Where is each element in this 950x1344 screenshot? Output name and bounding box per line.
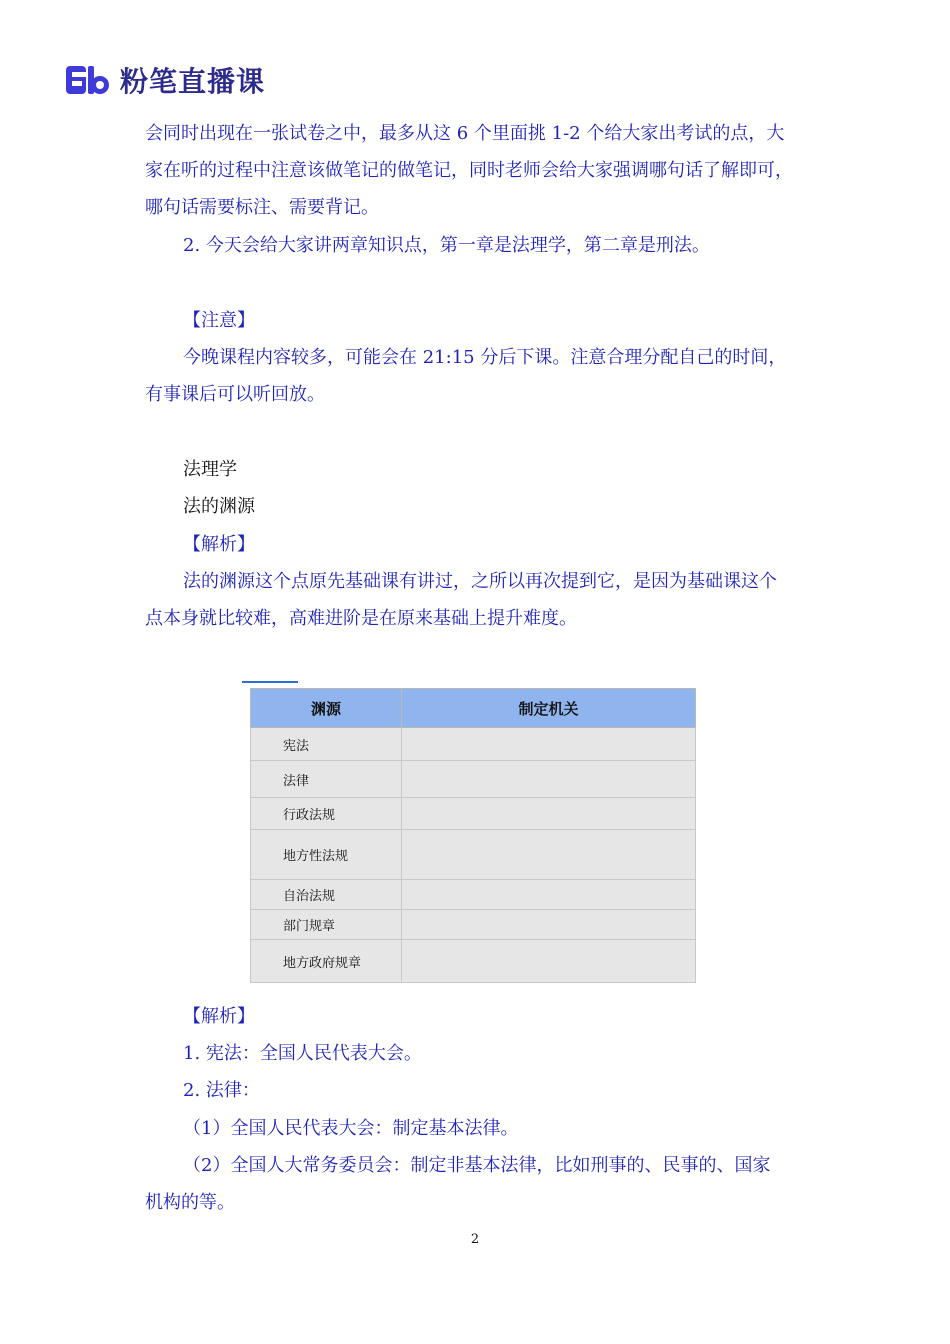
sources-table bbox=[250, 688, 696, 983]
table-row bbox=[251, 761, 696, 798]
header-source: 渊源 bbox=[251, 689, 402, 728]
source-name: 地方性法规 bbox=[251, 830, 402, 880]
paragraph-line: 有事课后可以听回放。 bbox=[145, 384, 325, 405]
page-number: 2 bbox=[470, 1232, 480, 1247]
table-row bbox=[251, 798, 696, 830]
table-row bbox=[251, 940, 696, 983]
table-accent-line bbox=[242, 681, 298, 683]
source-name: 法律 bbox=[251, 761, 402, 798]
authority-cell bbox=[402, 940, 696, 983]
table-row bbox=[251, 880, 696, 910]
table-row bbox=[251, 830, 696, 880]
source-name: 部门规章 bbox=[251, 910, 402, 940]
analysis-heading: 【解析】 bbox=[183, 534, 255, 555]
authority-cell bbox=[402, 798, 696, 830]
source-name: 地方政府规章 bbox=[251, 940, 402, 983]
authority-cell bbox=[402, 761, 696, 798]
paragraph-line: 点本身就比较难，高难进阶是在原来基础上提升难度。 bbox=[145, 608, 577, 629]
analysis-heading: 【解析】 bbox=[183, 1006, 255, 1027]
paragraph-line: 1. 宪法：全国人民代表大会。 bbox=[183, 1043, 422, 1064]
source-name: 行政法规 bbox=[251, 798, 402, 830]
section-title: 法理学 bbox=[183, 459, 237, 480]
table-row bbox=[251, 728, 696, 761]
brand-logo bbox=[66, 60, 265, 100]
authority-cell bbox=[402, 880, 696, 910]
source-name: 自治法规 bbox=[251, 880, 402, 910]
table-header-row bbox=[251, 689, 696, 728]
paragraph-line: 2. 今天会给大家讲两章知识点，第一章是法理学，第二章是刑法。 bbox=[183, 235, 710, 256]
brand-name: 粉笔直播课 bbox=[120, 65, 266, 98]
note-heading: 【注意】 bbox=[183, 310, 255, 331]
paragraph-line: 今晚课程内容较多，可能会在 21:15 分后下课。注意合理分配自己的时间， bbox=[183, 347, 787, 368]
fb-logo-icon bbox=[66, 63, 110, 97]
authority-cell bbox=[402, 830, 696, 880]
paragraph-line: 法的渊源这个点原先基础课有讲过，之所以再次提到它，是因为基础课这个 bbox=[183, 571, 777, 592]
paragraph-line: （1）全国人民代表大会：制定基本法律。 bbox=[183, 1118, 519, 1139]
paragraph-line: （2）全国人大常务委员会：制定非基本法律，比如刑事的、民事的、国家 bbox=[183, 1155, 771, 1176]
paragraph-line: 机构的等。 bbox=[145, 1192, 235, 1213]
authority-cell bbox=[402, 910, 696, 940]
authority-cell bbox=[402, 728, 696, 761]
subsection-title: 法的渊源 bbox=[183, 496, 255, 517]
paragraph-line: 家在听的过程中注意该做笔记的做笔记，同时老师会给大家强调哪句话了解即可， bbox=[145, 160, 793, 181]
paragraph-line: 哪句话需要标注、需要背记。 bbox=[145, 197, 379, 218]
header-authority: 制定机关 bbox=[402, 689, 696, 728]
paragraph-line: 会同时出现在一张试卷之中，最多从这 6 个里面挑 1-2 个给大家出考试的点，大 bbox=[145, 123, 785, 144]
table-row bbox=[251, 910, 696, 940]
source-name: 宪法 bbox=[251, 728, 402, 761]
paragraph-line: 2. 法律： bbox=[183, 1080, 260, 1101]
